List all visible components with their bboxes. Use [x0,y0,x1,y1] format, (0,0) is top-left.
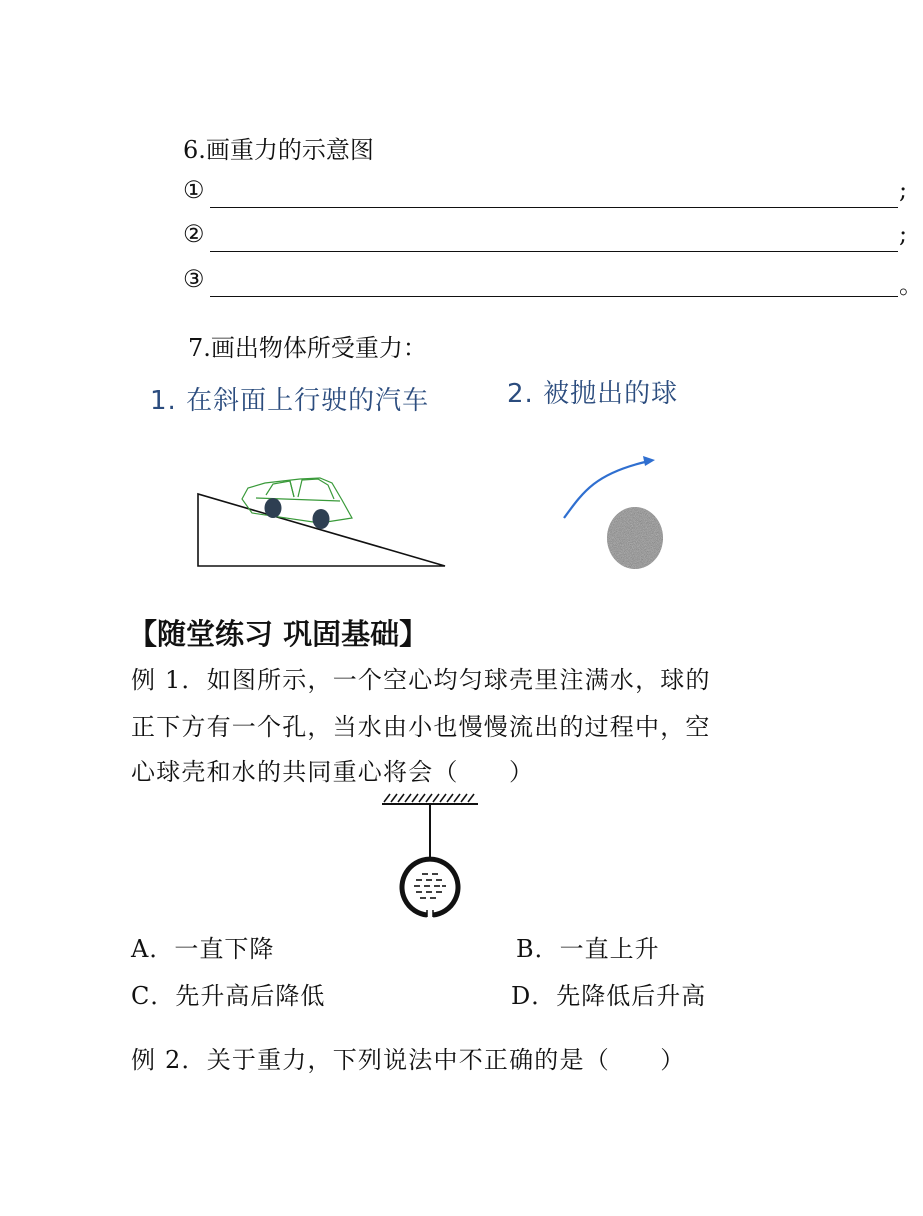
example-2-line: 例 2．关于重力，下列说法中不正确的是（ ） [131,1046,686,1074]
figure-label-car: 1. 在斜面上行驶的汽车 [150,386,430,416]
car-wheel [313,509,330,529]
blank-punctuation: ; [899,220,908,248]
incline-car-figure [190,470,460,575]
option-c: C．先升高后降低 [131,982,326,1010]
option-a: A．一直下降 [131,935,275,963]
incline-slope [198,494,445,566]
section-heading: 【随堂练习 巩固基础】 [128,617,429,651]
blank-row-3 [183,265,923,301]
car-wheel [265,498,282,518]
answer-line [210,251,898,252]
example-1-line: 正下方有一个孔，当水由小也慢慢流出的过程中，空 [131,713,711,741]
blank-row-2 [183,220,908,256]
answer-line [210,296,898,297]
example-1-line: 心球壳和水的共同重心将会（ ） [131,758,535,786]
option-d: D．先降低后升高 [511,982,707,1010]
blank-number: ② [183,220,205,248]
figure-label-ball: 2. 被抛出的球 [507,379,679,409]
car-icon [242,478,352,523]
blank-punctuation: 。 [899,271,923,299]
example-1-line: 例 1．如图所示，一个空心均匀球壳里注满水，球的 [131,666,711,694]
question-6-title: 6.画重力的示意图 [183,136,374,164]
blank-row-1 [183,176,908,212]
blank-punctuation: ; [899,176,908,204]
blank-number: ① [183,176,205,204]
arrow-head-icon [643,456,655,466]
ball-icon [605,506,665,570]
question-7-title: 7.画出物体所受重力： [188,334,427,362]
answer-line [210,207,898,208]
option-b: B．一直上升 [516,935,660,963]
hanging-sphere-figure [378,790,488,920]
blank-number: ③ [183,265,205,293]
ceiling-hatch [384,794,474,802]
thrown-ball-figure [555,452,675,577]
